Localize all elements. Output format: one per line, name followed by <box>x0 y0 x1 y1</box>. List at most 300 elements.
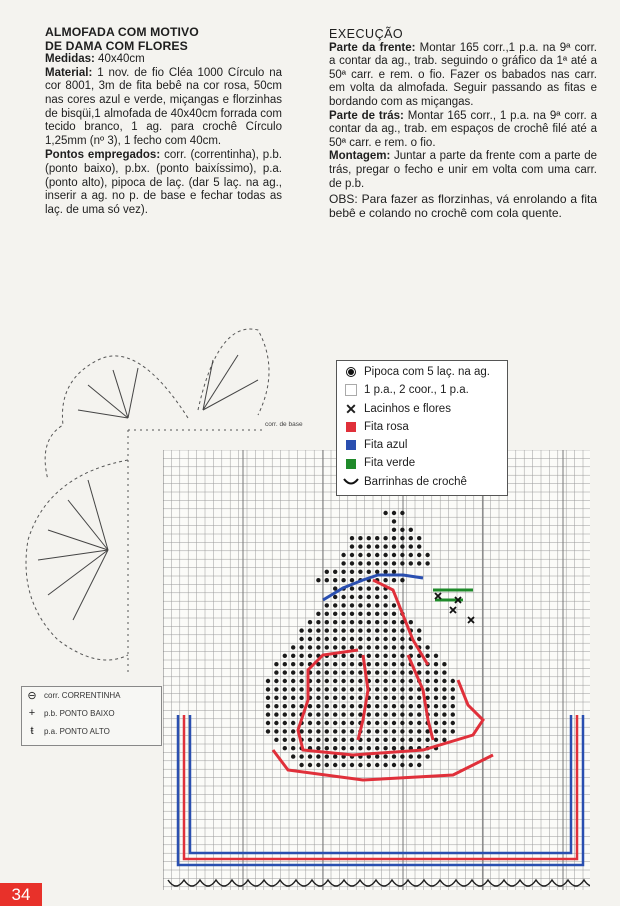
tras-text: Montar 165 corr., 1 p.a. na 9ª corr. a contar da ag., trab. em espaços de crochê filé até a 50ª carr. e rem. o fio. <box>329 109 597 149</box>
chart-dot <box>341 620 345 624</box>
chart-dot <box>392 712 396 716</box>
chart-dot <box>425 679 429 683</box>
chart-dot <box>341 662 345 666</box>
chart-dot <box>299 645 303 649</box>
chart-dot <box>392 746 396 750</box>
chart-dot <box>425 738 429 742</box>
chart-dot <box>367 612 371 616</box>
chart-dot <box>358 620 362 624</box>
chart-dot <box>392 670 396 674</box>
pontos-text: corr. (correntinha), p.b. (ponto baixo), p.bx. (ponto baixíssimo), p.a. (ponto alto), pipoca de laç. (dar 5 laç. na ag., inserir a ag. no p. de base e fechar todas as laç. de uma só vez). <box>45 149 282 216</box>
article-title <box>45 26 282 53</box>
chart-dot <box>333 670 337 674</box>
chart-dot <box>291 721 295 725</box>
tras-paragraph <box>329 110 597 151</box>
chart-dot <box>350 729 354 733</box>
chart-dot <box>392 511 396 515</box>
chart-dot <box>375 712 379 716</box>
chart-dot <box>367 620 371 624</box>
chart-dot <box>392 729 396 733</box>
chart-dot <box>434 729 438 733</box>
chart-dot <box>299 763 303 767</box>
chart-dot <box>383 628 387 632</box>
legend-item <box>343 473 507 491</box>
chart-dot <box>434 704 438 708</box>
chart-dot <box>325 754 329 758</box>
legend-item <box>343 436 507 454</box>
chart-dot <box>308 738 312 742</box>
legend-label: Fita azul <box>364 439 408 452</box>
stitch-name: CORRENTINHA <box>61 691 121 700</box>
chart-dot <box>274 670 278 674</box>
chart-dot <box>350 738 354 742</box>
chart-legend <box>336 360 508 496</box>
page-number: 34 <box>0 883 42 906</box>
chart-grid <box>163 450 590 890</box>
chart-dot <box>350 704 354 708</box>
chart-dot <box>325 729 329 733</box>
chart-dot <box>341 578 345 582</box>
chart-dot <box>291 654 295 658</box>
blue-ribbon-icon <box>343 440 359 450</box>
chart-dot <box>442 704 446 708</box>
chart-dot <box>325 704 329 708</box>
chart-dot <box>266 679 270 683</box>
chart-dot <box>409 721 413 725</box>
chart-dot <box>299 696 303 700</box>
chart-dot <box>375 754 379 758</box>
chart-dot <box>341 729 345 733</box>
chain-icon: ⊖ <box>27 690 37 702</box>
chart-dot <box>367 595 371 599</box>
chart-dot <box>383 620 387 624</box>
chart-dot <box>325 670 329 674</box>
chart-dot <box>400 662 404 666</box>
chart-dot <box>350 578 354 582</box>
chart-dot <box>316 578 320 582</box>
medidas-value: 40x40cm <box>98 53 145 66</box>
chart-dot <box>291 729 295 733</box>
chart-dot <box>358 696 362 700</box>
chart-dot <box>400 712 404 716</box>
chart-dot <box>417 754 421 758</box>
chart-dot <box>383 544 387 548</box>
chart-dot <box>375 612 379 616</box>
chart-dot <box>358 679 362 683</box>
stitch-key <box>21 686 162 746</box>
montagem-text: Juntar a parte da frente com a parte de trás, pregar o fecho e unir em volta com uma carr. de p.b. <box>329 150 597 190</box>
chart-dot <box>367 712 371 716</box>
chart-dot <box>274 662 278 666</box>
chart-dot <box>325 612 329 616</box>
chart-dot <box>325 712 329 716</box>
stitch-key-row <box>22 725 110 737</box>
chart-dot <box>392 620 396 624</box>
chart-dot <box>367 662 371 666</box>
pontos-paragraph <box>45 149 282 217</box>
chart-dot <box>291 704 295 708</box>
chart-dot <box>417 763 421 767</box>
chart-dot <box>283 662 287 666</box>
chart-dot <box>283 704 287 708</box>
chart-dot <box>341 746 345 750</box>
chart-dot <box>383 763 387 767</box>
chart-dot <box>341 687 345 691</box>
chart-dot <box>333 754 337 758</box>
chart-dot <box>358 544 362 548</box>
chart-dot <box>341 561 345 565</box>
chart-dot <box>451 704 455 708</box>
stitch-name: PONTO BAIXO <box>59 708 115 718</box>
chart-dot <box>325 645 329 649</box>
chart-dot <box>316 645 320 649</box>
chart-dot <box>367 553 371 557</box>
chart-dot <box>299 670 303 674</box>
chart-dot <box>383 536 387 540</box>
chart-dot <box>392 637 396 641</box>
chart-dot <box>299 654 303 658</box>
chart-dot <box>375 721 379 725</box>
chart-dot <box>350 553 354 557</box>
chart-dot <box>266 712 270 716</box>
chart-dot <box>409 754 413 758</box>
chart-dot <box>358 536 362 540</box>
chart-dot <box>350 670 354 674</box>
chart-dot <box>392 603 396 607</box>
chart-dot <box>375 696 379 700</box>
chart-dot <box>451 679 455 683</box>
chart-dot <box>308 763 312 767</box>
chart-dot <box>266 687 270 691</box>
chart-dot <box>291 754 295 758</box>
chart-dot <box>400 763 404 767</box>
chart-dot <box>400 687 404 691</box>
chart-dot <box>375 561 379 565</box>
chart-dot <box>425 553 429 557</box>
chart-dot <box>383 553 387 557</box>
chart-dot <box>341 654 345 658</box>
chart-dot <box>350 603 354 607</box>
chart-dot <box>383 662 387 666</box>
legend-item <box>343 454 507 472</box>
chart-dot <box>367 738 371 742</box>
chart-dot <box>383 679 387 683</box>
chart-dot <box>341 696 345 700</box>
chart-dot <box>291 746 295 750</box>
chart-dot <box>375 687 379 691</box>
chart-dot <box>358 628 362 632</box>
chart-dot <box>375 637 379 641</box>
chart-dot <box>333 712 337 716</box>
chart-dot <box>434 687 438 691</box>
chart-dot <box>291 679 295 683</box>
chart-dot <box>417 544 421 548</box>
chart-dot <box>333 679 337 683</box>
stitch-abbr: p.a. <box>44 726 58 736</box>
chart-dot <box>434 679 438 683</box>
chart-dot <box>316 637 320 641</box>
chart-dot <box>383 595 387 599</box>
chart-dot <box>425 754 429 758</box>
chart-dot <box>392 754 396 758</box>
chart-dot <box>350 595 354 599</box>
chart-dot <box>417 696 421 700</box>
chart-dot <box>409 696 413 700</box>
chart-dot <box>392 544 396 548</box>
chart-background <box>163 450 590 890</box>
chart-dot <box>266 704 270 708</box>
chart-dot <box>350 712 354 716</box>
chart-dot <box>325 570 329 574</box>
chart-dot <box>358 670 362 674</box>
chart-dot <box>400 746 404 750</box>
chart-dot <box>442 662 446 666</box>
material-paragraph <box>45 67 282 149</box>
chart-dot <box>400 670 404 674</box>
chart-dot <box>341 670 345 674</box>
chart-dot <box>266 696 270 700</box>
chart-dot <box>367 536 371 540</box>
chart-dot <box>316 729 320 733</box>
chart-dot <box>333 637 337 641</box>
chart-dot <box>375 746 379 750</box>
chart-dot <box>316 712 320 716</box>
chart-dot <box>367 570 371 574</box>
chart-dot <box>400 637 404 641</box>
chart-dot <box>333 603 337 607</box>
chart-dot <box>375 662 379 666</box>
stitch-abbr: corr. <box>44 691 60 700</box>
materials-column <box>45 26 282 217</box>
chart-dot <box>392 553 396 557</box>
stitch-abbr: p.b. <box>44 708 58 718</box>
chart-dot <box>316 679 320 683</box>
chart-dot <box>409 553 413 557</box>
chart-dot <box>383 704 387 708</box>
chart-dot <box>274 704 278 708</box>
chart-dot <box>367 746 371 750</box>
chart-dot <box>333 696 337 700</box>
chart-dot <box>383 511 387 515</box>
chart-dot <box>417 662 421 666</box>
chart-dot <box>350 679 354 683</box>
chart-dot <box>358 586 362 590</box>
chart-dot <box>325 687 329 691</box>
chart-dot <box>400 528 404 532</box>
chart-dot <box>409 687 413 691</box>
chart-dot <box>392 612 396 616</box>
chart-dot <box>375 620 379 624</box>
stitch-key-row <box>22 707 115 719</box>
chart-dot <box>417 738 421 742</box>
chart-dot <box>392 763 396 767</box>
chart-dot <box>299 679 303 683</box>
chart-dot <box>409 729 413 733</box>
material-label: Material: <box>45 66 93 79</box>
chart-dot <box>367 544 371 548</box>
chart-dot <box>283 721 287 725</box>
chart-dot <box>325 738 329 742</box>
chart-dot <box>409 738 413 742</box>
chart-dot <box>333 746 337 750</box>
chart-dot <box>383 738 387 742</box>
stitch-name: PONTO ALTO <box>59 726 110 736</box>
frente-label: Parte da frente: <box>329 41 416 54</box>
chart-dot <box>308 645 312 649</box>
chart-dot <box>383 645 387 649</box>
chart-dot <box>375 679 379 683</box>
chart-dot <box>383 570 387 574</box>
chart-dot <box>358 570 362 574</box>
chart-dot <box>350 570 354 574</box>
chart-dot <box>341 595 345 599</box>
chart-dot <box>333 721 337 725</box>
chart-dot <box>350 654 354 658</box>
chart-dot <box>358 603 362 607</box>
frente-text: Montar 165 corr.,1 p.a. na 9ª corr. a contar da ag., trab. seguindo o gráfico da 1ª até a 50ª carr. e rem. o fio. Fazer os babados nas carr. em volta da almofada. Seguir passando as fitas e bordando com as miçangas. <box>329 41 597 108</box>
chart-dot <box>299 637 303 641</box>
chart-dot <box>392 519 396 523</box>
chart-dot <box>325 578 329 582</box>
chart-dot <box>299 687 303 691</box>
chart-dot <box>392 738 396 742</box>
chart-dot <box>375 553 379 557</box>
chart-dot <box>350 662 354 666</box>
chart-dot <box>333 763 337 767</box>
chart-dot <box>392 679 396 683</box>
chart-dot <box>383 637 387 641</box>
chart-dot <box>434 721 438 725</box>
chart-dot <box>341 704 345 708</box>
execucao-heading: EXECUÇÃO <box>329 27 404 41</box>
chart-dot <box>425 645 429 649</box>
chart-dot <box>451 687 455 691</box>
chart-dot <box>375 536 379 540</box>
chart-dot <box>375 729 379 733</box>
chart-dot <box>283 712 287 716</box>
chart-dot <box>341 570 345 574</box>
chart-dot <box>409 645 413 649</box>
chart-dot <box>442 696 446 700</box>
legend-item <box>343 363 507 381</box>
single-crochet-icon: + <box>28 707 36 719</box>
chart-dot <box>316 738 320 742</box>
material-text: 1 nov. de fio Cléa 1000 Círculo na cor 8001, 3m de fita bebê na cor rosa, 50cm nas cores azul e verde, miçangas e florzinhas de bisqüi,1 almofada de 40x40cm forrada com tecido branco, 1 ag. para crochê Círculo 1,25mm (nº 3), 1 fecho com 40cm. <box>45 66 282 147</box>
legend-item <box>343 400 507 418</box>
chart-dot <box>383 561 387 565</box>
chart-dot <box>291 662 295 666</box>
chart-dot <box>283 654 287 658</box>
arc-icon <box>343 478 359 486</box>
corr-de-base-label: corr. de base <box>265 421 303 428</box>
chart-dot <box>375 603 379 607</box>
chart-dot <box>392 662 396 666</box>
chart-dot <box>341 645 345 649</box>
chart-dot <box>367 637 371 641</box>
chart-dot <box>375 595 379 599</box>
instructions-column <box>329 28 597 220</box>
chart-dot <box>417 553 421 557</box>
chart-dot <box>392 528 396 532</box>
chart-dot <box>409 536 413 540</box>
chart-dot <box>316 746 320 750</box>
blank-square-icon <box>343 384 359 396</box>
chart-dot <box>400 704 404 708</box>
chart-dot <box>392 687 396 691</box>
medidas-paragraph <box>45 53 282 67</box>
chart-dot <box>400 679 404 683</box>
chart-dot <box>434 696 438 700</box>
chart-dot <box>341 612 345 616</box>
chart-dot <box>341 721 345 725</box>
chart-dot <box>425 654 429 658</box>
chart-dot <box>417 561 421 565</box>
chart-dot <box>308 637 312 641</box>
chart-dot <box>316 620 320 624</box>
chart-dot <box>358 746 362 750</box>
chart-dot <box>341 628 345 632</box>
chart-dot <box>283 696 287 700</box>
chart-dot <box>434 712 438 716</box>
chart-dot <box>325 696 329 700</box>
chart-dot <box>392 628 396 632</box>
obs-paragraph: OBS: Para fazer as florzinhas, vá enrolando a fita bebê e colando no crochê com cola quente. <box>329 192 597 221</box>
chart-dot <box>308 704 312 708</box>
chart-dot <box>358 595 362 599</box>
chart-dot <box>367 586 371 590</box>
chart-dot <box>367 721 371 725</box>
chart-dot <box>383 712 387 716</box>
chart-dot <box>383 687 387 691</box>
chart-dot <box>274 712 278 716</box>
legend-label: Barrinhas de crochê <box>364 475 467 488</box>
chart-dot <box>409 670 413 674</box>
legend-label: Pipoca com 5 laç. na ag. <box>364 366 490 378</box>
chart-dot <box>325 763 329 767</box>
chart-dot <box>341 679 345 683</box>
chart-dot <box>358 704 362 708</box>
chart-dot <box>434 654 438 658</box>
green-ribbon-icon <box>343 459 359 469</box>
chart-dot <box>392 536 396 540</box>
chart-dot <box>316 670 320 674</box>
chart-dot <box>375 628 379 632</box>
chart-dot <box>350 637 354 641</box>
montagem-label: Montagem: <box>329 150 391 163</box>
chart-dot <box>442 670 446 674</box>
frente-paragraph <box>329 42 597 110</box>
chart-dot <box>358 645 362 649</box>
chart-dot <box>350 561 354 565</box>
chart-dot <box>333 628 337 632</box>
chart-dot <box>400 738 404 742</box>
chart-dot <box>341 637 345 641</box>
chart-dot <box>375 670 379 674</box>
chart-dot <box>400 729 404 733</box>
chart-dot <box>358 553 362 557</box>
chart-dot <box>333 578 337 582</box>
chart-dot <box>425 670 429 674</box>
chart-dot <box>400 561 404 565</box>
chart-dot <box>367 603 371 607</box>
chart-dot <box>400 721 404 725</box>
chart-dot <box>333 662 337 666</box>
chart-dot <box>350 721 354 725</box>
cross-icon: ✕ <box>345 400 357 417</box>
chart-dot <box>333 704 337 708</box>
chart-dot <box>316 696 320 700</box>
pontos-label: Pontos empregados: <box>45 149 161 162</box>
